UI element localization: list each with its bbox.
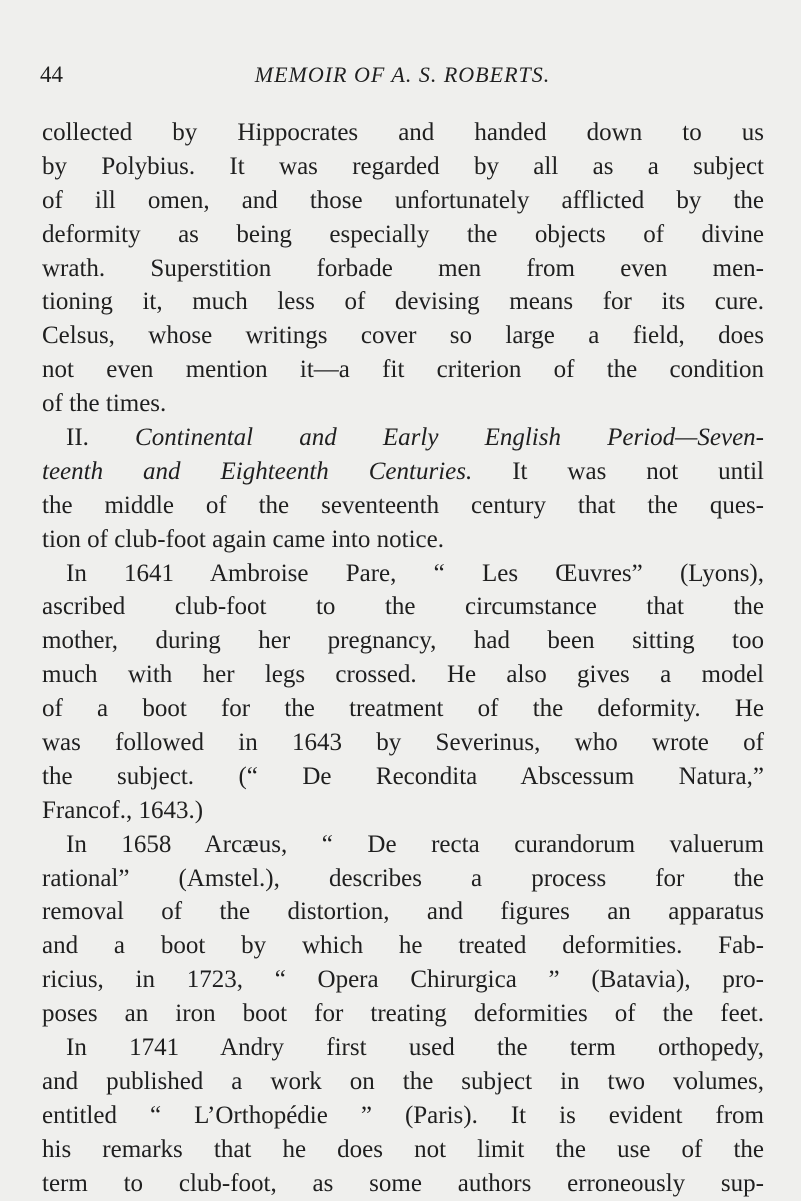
line-text: rational” (Amstel.), describes a process for the — [42, 864, 764, 892]
text-line — [42, 1099, 764, 1133]
text-line — [42, 150, 764, 184]
line-text: ascribed club-foot to the circumstance that the — [42, 593, 764, 621]
line-text: and published a work on the subject in two volumes, — [42, 1067, 764, 1095]
text-line — [42, 760, 764, 794]
line-text: tioning it, much less of devising means for its cure. — [42, 288, 764, 316]
text-line — [42, 997, 764, 1031]
line-text: In 1741 Andry first used the term orthopedy, — [66, 1034, 764, 1062]
italic-text: Continental and Early English Period—Seven- — [135, 424, 764, 452]
page-number: 44 — [40, 62, 63, 87]
line-text: of a boot for the treatment of the deformity. He — [42, 695, 764, 723]
text-line — [42, 1167, 764, 1201]
text-line — [42, 590, 764, 624]
text-line — [42, 455, 764, 489]
text-line — [42, 1065, 764, 1099]
line-text: ricius, in 1723, “ Opera Chirurgica ” (Batavia), pro- — [42, 966, 764, 994]
text-line — [42, 895, 764, 929]
text-line — [42, 794, 764, 828]
line-text: Francof., 1643.) — [42, 796, 204, 824]
text-line — [42, 929, 764, 963]
line-text: entitled “ L’Orthopédie ” (Paris). It is evident from — [42, 1101, 764, 1129]
text-line — [42, 116, 764, 150]
text-line — [42, 658, 764, 692]
text-line — [42, 489, 764, 523]
body-text — [42, 116, 764, 1201]
text-line — [42, 285, 764, 319]
line-text: wrath. Superstition forbade men from even men- — [42, 254, 764, 282]
line-text: term to club-foot, as some authors erroneously sup- — [42, 1169, 764, 1197]
italic-text: teenth and Eighteenth Centuries. — [42, 457, 473, 485]
text-line — [42, 353, 764, 387]
line-text: In 1658 Arcæus, “ De recta curandorum valuerum — [66, 830, 764, 858]
text-line — [42, 963, 764, 997]
line-text: not even mention it—a fit criterion of the condition — [42, 356, 764, 384]
line-text: was followed in 1643 by Severinus, who wrote of — [42, 729, 764, 757]
line-text: the subject. (“ De Recondita Abscessum Natura,” — [42, 762, 764, 790]
line-text: II. — [66, 424, 136, 452]
line-text: removal of the distortion, and figures an apparatus — [42, 898, 764, 926]
line-text: the middle of the seventeenth century that the ques- — [42, 491, 764, 519]
line-text: and a boot by which he treated deformities. Fab- — [42, 932, 764, 960]
line-text: It was not until — [472, 457, 764, 485]
text-line — [42, 828, 764, 862]
text-line — [42, 252, 764, 286]
line-text: collected by Hippocrates and handed down to us — [42, 119, 764, 146]
text-line — [42, 523, 764, 557]
text-line — [42, 387, 764, 421]
line-text: of the times. — [42, 390, 167, 418]
line-text: In 1641 Ambroise Pare, “ Les Œuvres” (Lyons), — [66, 559, 764, 587]
text-line — [42, 319, 764, 353]
line-text: his remarks that he does not limit the use of the — [42, 1135, 764, 1163]
running-header — [40, 60, 765, 90]
line-text: by Polybius. It was regarded by all as a subject — [42, 152, 764, 180]
line-text: of ill omen, and those unfortunately afflicted by the — [42, 186, 764, 214]
line-text: deformity as being especially the objects of divine — [42, 220, 764, 248]
text-line — [42, 624, 764, 658]
text-line — [42, 726, 764, 760]
text-line — [42, 557, 764, 591]
text-line — [42, 218, 764, 252]
line-text: poses an iron boot for treating deformities of the feet. — [42, 1000, 764, 1028]
text-line — [42, 862, 764, 896]
text-line — [42, 421, 764, 455]
text-line — [42, 1031, 764, 1065]
running-title: MEMOIR OF A. S. ROBERTS. — [254, 62, 551, 87]
text-line — [42, 1133, 764, 1167]
text-line — [42, 692, 764, 726]
text-line — [42, 184, 764, 218]
line-text: much with her legs crossed. He also gives a model — [42, 661, 764, 689]
line-text: tion of club-foot again came into notice. — [42, 525, 444, 553]
line-text: Celsus, whose writings cover so large a field, does — [42, 322, 764, 350]
line-text: mother, during her pregnancy, had been sitting too — [42, 627, 764, 655]
